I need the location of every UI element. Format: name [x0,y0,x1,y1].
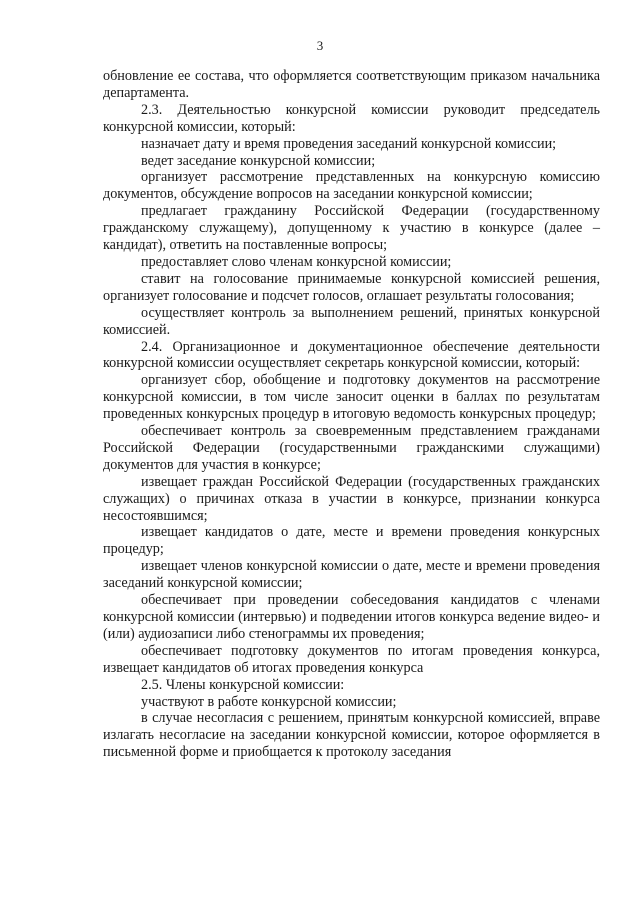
paragraph: 2.4. Организационное и документационное обеспечение деятельности конкурсной комиссии осуществляет секретарь конкурсной комиссии, который: [103,338,600,372]
paragraph: 2.5. Члены конкурсной комиссии: [141,676,345,693]
paragraph: организует рассмотрение представленных на конкурсную комиссию документов, обсуждение вопросов на заседании конкурсной комиссии; [103,169,600,203]
paragraph: извещает граждан Российской Федерации (государственных гражданских служащих) о причинах отказа в участии в конкурсе, признании конкурса несостоявшимся; [103,473,600,524]
paragraph: организует сбор, обобщение и подготовку документов на рассмотрение конкурсной комиссии, в том числе заносит оценки в баллах по результатам проведенных конкурсных процедур в итоговую ведомость конкурсных процедур; [103,372,600,423]
document-body [103,68,600,761]
paragraph: извещает членов конкурсной комиссии о дате, месте и времени проведения заседаний конкурсной комиссии; [103,558,600,592]
paragraph: обеспечивает при проведении собеседования кандидатов с членами конкурсной комиссии (интервью) и подведении итогов конкурса ведение видео- и (или) аудиозаписи либо стенограммы их проведения; [103,592,600,642]
paragraph: предлагает гражданину Российской Федерации (государственному гражданскому служащему), допущенному к участию в конкурсе (далее – кандидат), ответить на поставленные вопросы; [103,203,600,254]
paragraph: участвуют в работе конкурсной комиссии; [141,693,397,710]
paragraph: ведет заседание конкурсной комиссии; [141,152,376,169]
paragraph: 2.3. Деятельностью конкурсной комиссии руководит председатель конкурсной комиссии, который: [103,101,600,135]
paragraph: обновление ее состава, что оформляется соответствующим приказом начальника департамента. [103,68,600,101]
paragraph: извещает кандидатов о дате, месте и времени проведения конкурсных процедур; [103,524,600,558]
paragraph: в случае несогласия с решением, принятым конкурсной комиссией, вправе излагать несогласие на заседании конкурсной комиссии, которое оформляется в письменной форме и приобщается к протоколу заседания [103,710,600,761]
paragraph: осуществляет контроль за выполнением решений, принятых конкурсной комиссией. [103,304,600,338]
paragraph: ставит на голосование принимаемые конкурсной комиссией решения, организует голосование и подсчет голосов, оглашает результаты голосования; [103,270,600,304]
paragraph: обеспечивает подготовку документов по итогам проведения конкурса, извещает кандидатов об итогах проведения конкурса [103,642,600,676]
paragraph: назначает дату и время проведения заседаний конкурсной комиссии; [141,135,557,152]
paragraph: предоставляет слово членам конкурсной комиссии; [141,253,452,270]
page-number: 3 [316,38,324,53]
paragraph: обеспечивает контроль за своевременным представлением гражданами Российской Федерации (государственными гражданскими служащими) документов для участия в конкурсе; [103,423,600,473]
